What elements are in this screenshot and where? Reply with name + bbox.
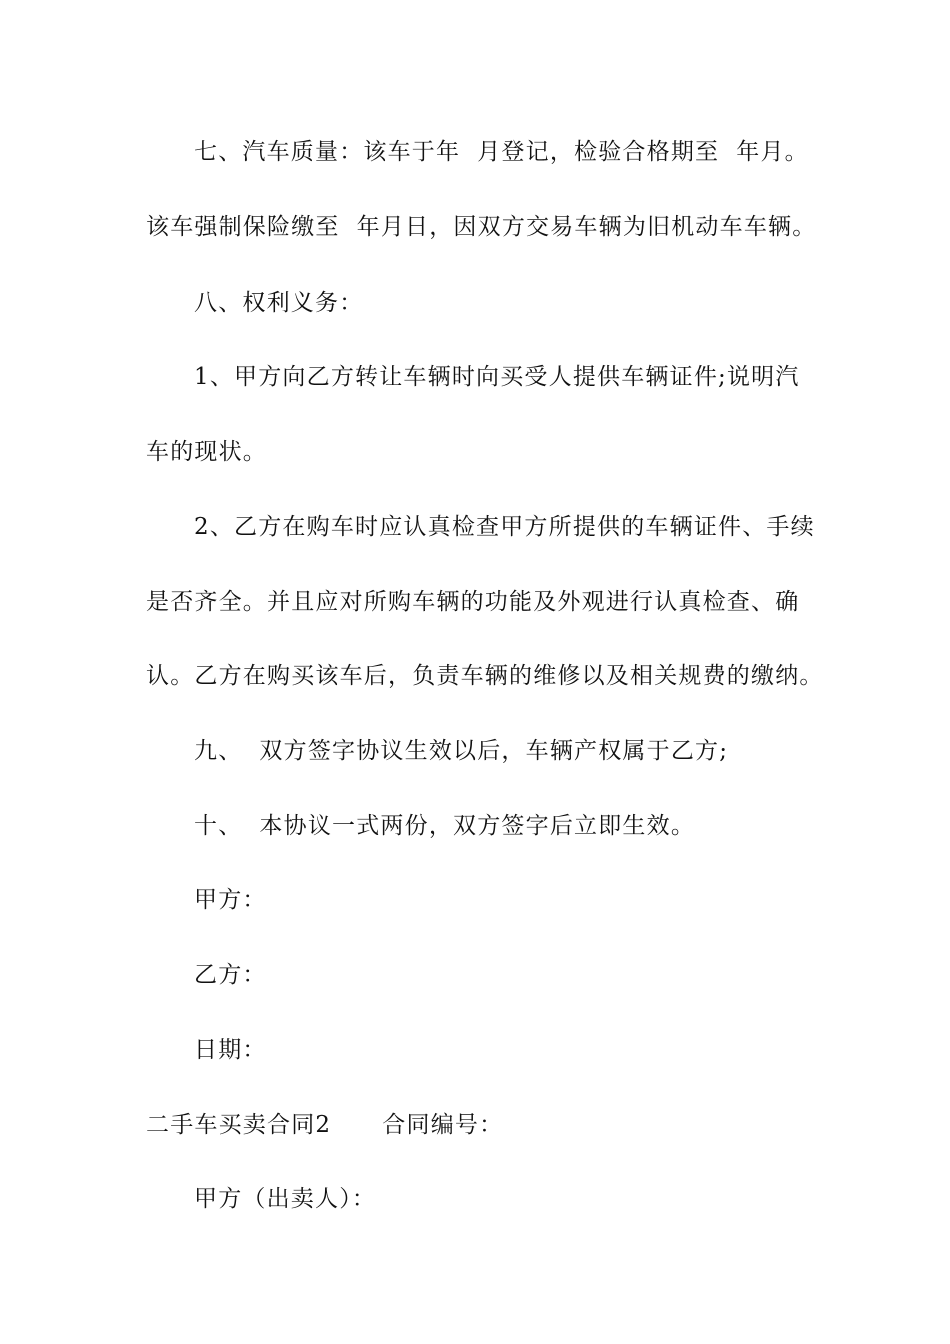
clause-10: 十、 本协议一式两份，双方签字后立即生效。 (194, 813, 696, 839)
clause-8-item-2-cont: 是否齐全。并且应对所购车辆的功能及外观进行认真检查、确 (146, 589, 800, 615)
contract-2-party-a: 甲方（出卖人）： (194, 1186, 377, 1212)
clause-8-item-1: 1、甲方向乙方转让车辆时向买受人提供车辆证件;说明汽 (194, 364, 800, 390)
clause-7-insurance: 该车强制保险缴至 年月日，因双方交易车辆为旧机动车车辆。 (146, 214, 817, 240)
contract-2-title: 二手车买卖合同2 合同编号： (146, 1112, 504, 1138)
clause-8-item-2-cont2: 认。乙方在购买该车后，负责车辆的维修以及相关规费的缴纳。 (146, 663, 824, 689)
clause-9: 九、 双方签字协议生效以后，车辆产权属于乙方; (194, 738, 729, 764)
party-a-signature: 甲方： (194, 887, 267, 913)
party-b-signature: 乙方： (194, 962, 267, 988)
date-field: 日期： (194, 1037, 267, 1063)
clause-7-quality: 七、汽车质量：该车于年 月登记，检验合格期至 年月。 (194, 139, 809, 165)
clause-8-heading: 八、权利义务： (194, 290, 364, 316)
clause-8-item-2: 2、乙方在购车时应认真检查甲方所提供的车辆证件、手续 (194, 514, 815, 540)
clause-8-item-1-cont: 车的现状。 (146, 439, 267, 465)
